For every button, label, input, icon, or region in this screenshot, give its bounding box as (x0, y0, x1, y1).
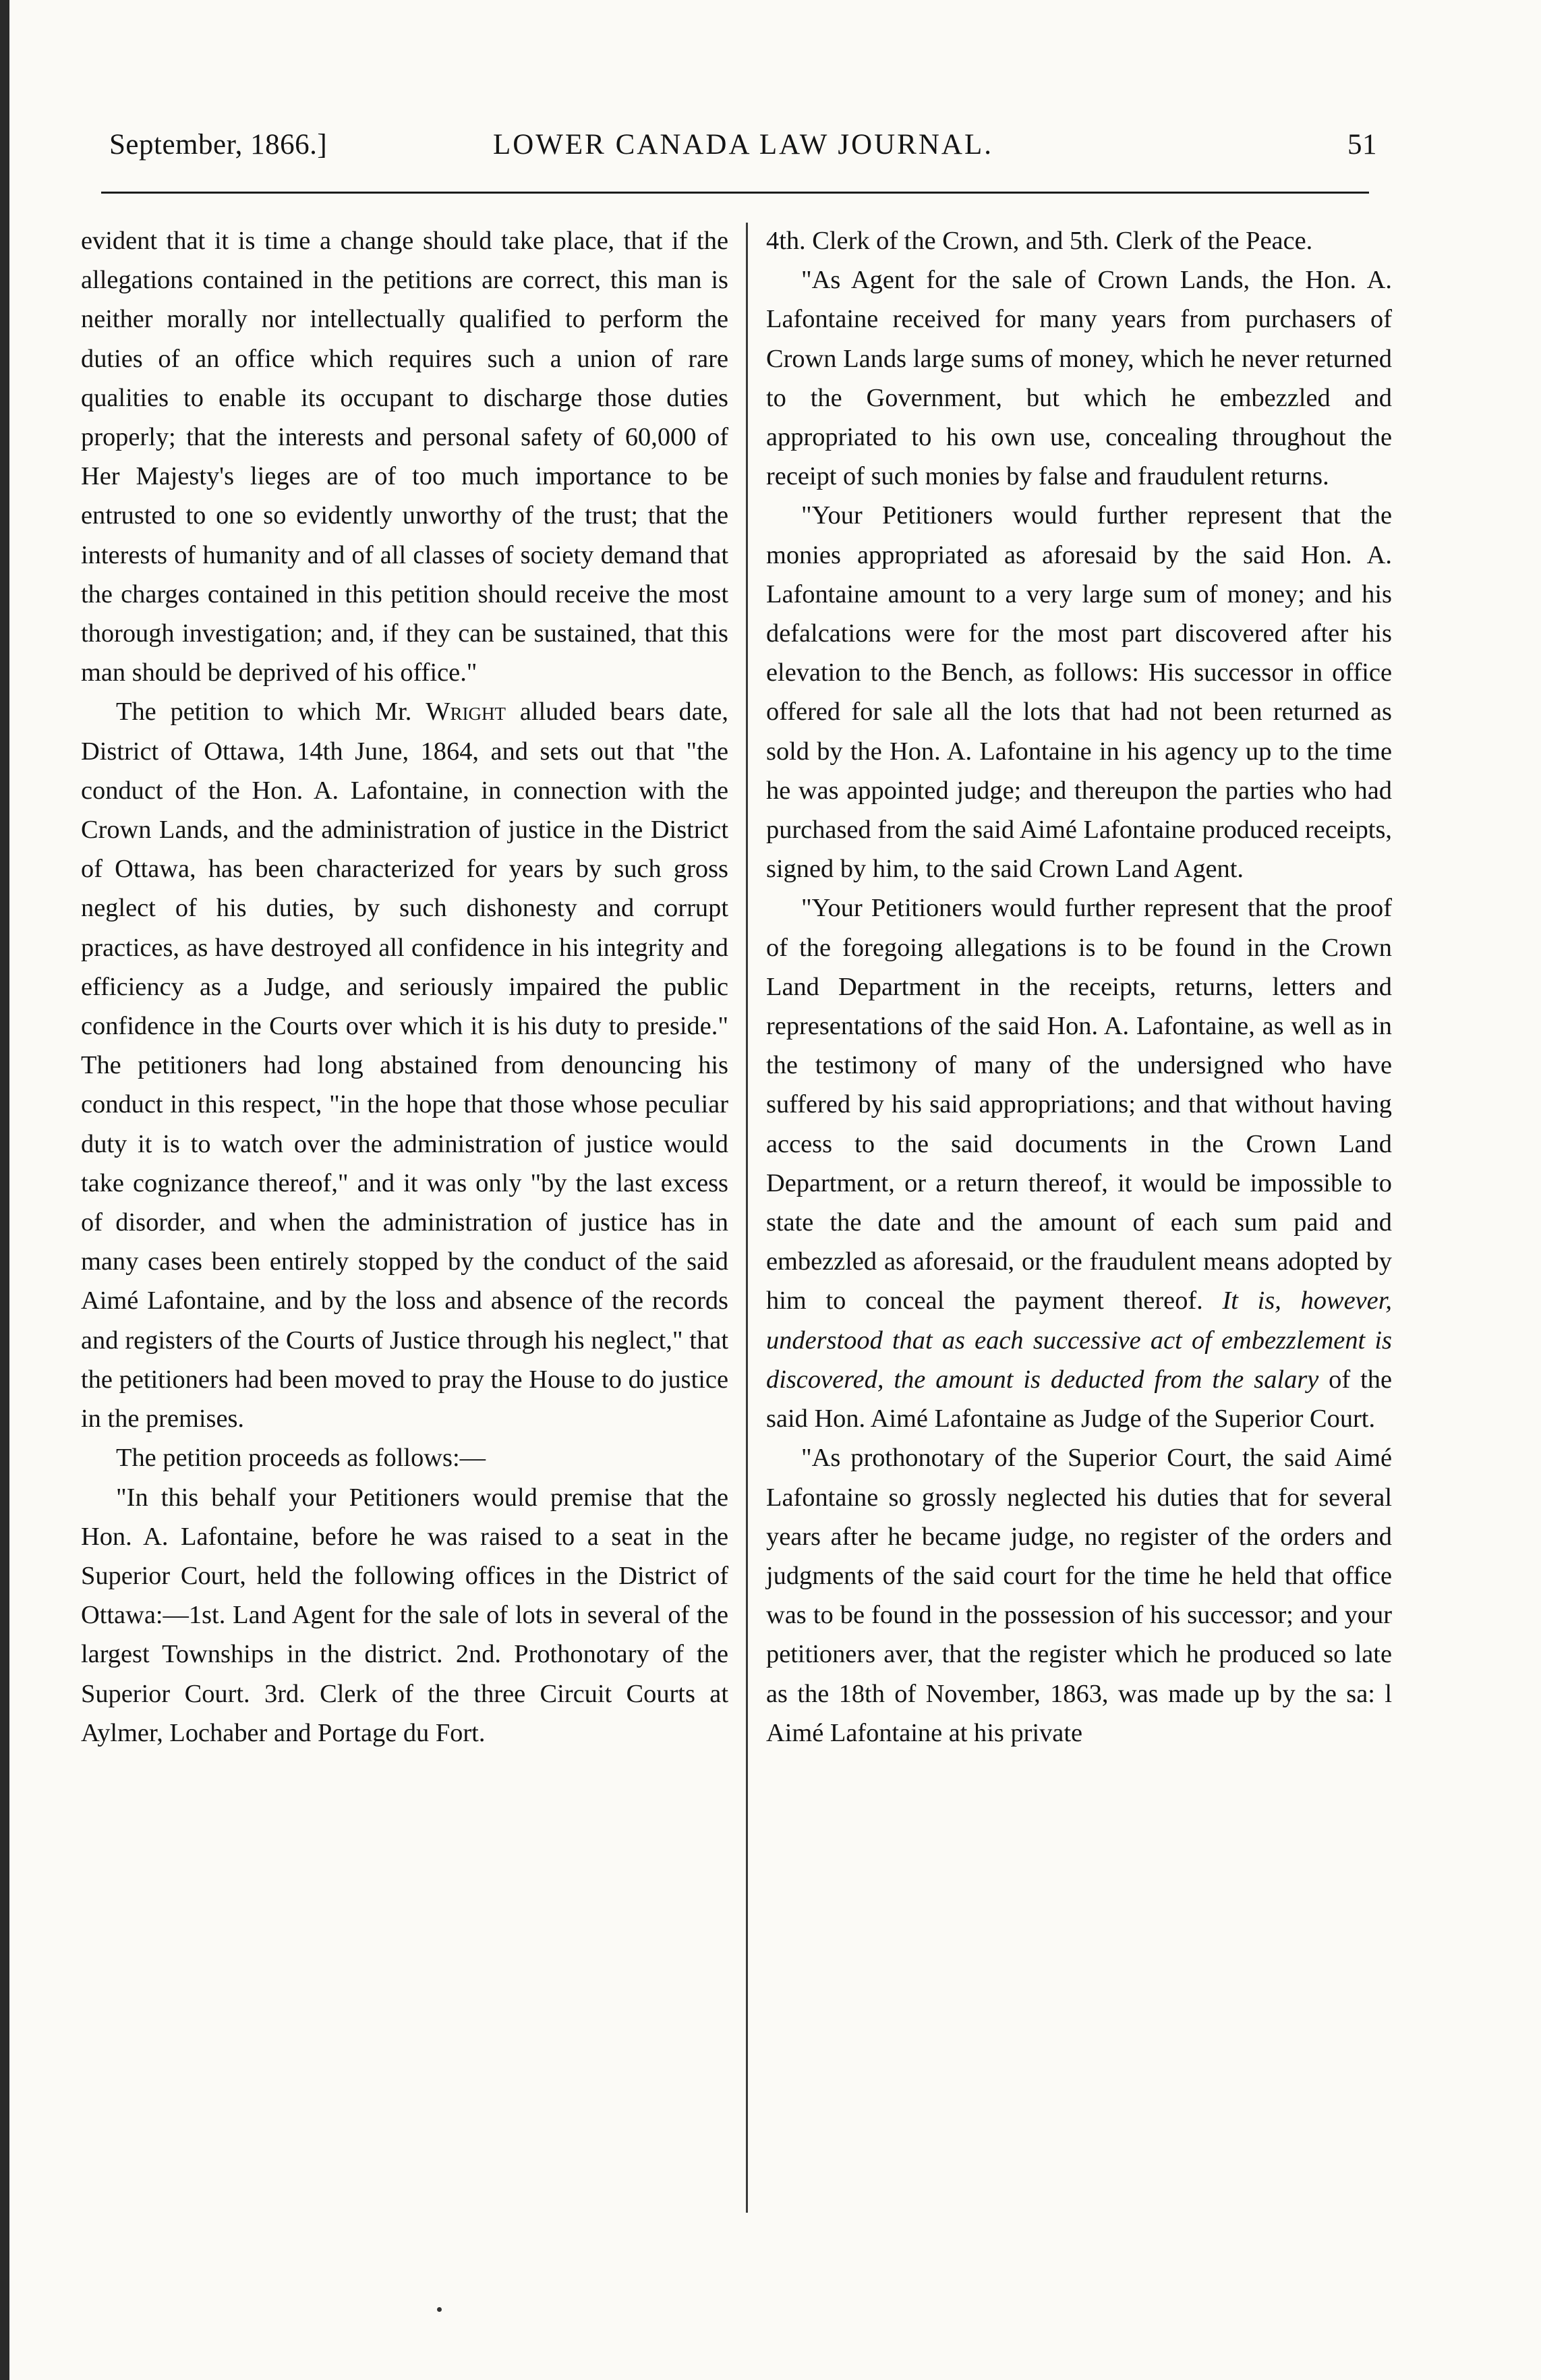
header-date: September, 1866.] (109, 129, 328, 161)
left-paragraph-2-start: The petition to which Mr. (116, 698, 426, 727)
running-header (109, 128, 1377, 175)
right-paragraph-1: 4th. Clerk of the Crown, and 5th. Clerk of the Peace. (766, 227, 1313, 255)
right-paragraph-2: "As Agent for the sale of Crown Lands, the Hon. A. Lafontaine received for many years from purchasers of Crown Lands large sums of money, which he never returned to the Government, but which he embezzled and appropriated to his own use, concealing throughout the receipt of such monies by false and fraudulent returns. (766, 266, 1392, 491)
right-paragraph-4 (766, 888, 1392, 1438)
right-column (766, 221, 1392, 1753)
left-paragraph-2 (81, 692, 728, 1438)
left-paragraph-1: evident that it is time a change should take place, that if the allegations contained in the petitions are correct, this man is neither morally nor intellectually qualified to perform the duties of an office which requires such a union of rare qualities to enable its occupant to discharge those duties properly; that the interests and personal safety of 60,000 of Her Majesty's lieges are of too much importance to be entrusted to one so evidently unworthy of the trust; that the interests of humanity and of all classes of society demand that the charges contained in this petition should receive the most thorough investigation; and, if they can be sustained, that this man should be deprived of his office." (81, 227, 728, 687)
left-paragraph-3: The petition proceeds as follows:— (116, 1444, 486, 1473)
left-column (81, 221, 728, 1753)
print-speck (437, 2307, 442, 2312)
right-paragraph-4-start: "Your Petitioners would further represent that the proof of the foregoing allegations is to be found in the Crown Land Department in the receipts, returns, letters and representations of the said Hon. A. Lafontaine, as well as in the testimony of many of the undersigned who have suffered by his said appropriations; and that without having access to the said documents in the Crown Land Department, or a return thereof, it would be impossible to state the date and the amount of each sum paid and embezzled as aforesaid, or the fraudulent means adopted by him to conceal the payment thereof. (766, 894, 1392, 1315)
header-rule (101, 192, 1369, 194)
left-paragraph-4: "In this behalf your Petitioners would premise that the Hon. A. Lafontaine, before he was raised to a seat in the Superior Court, held the following offices in the District of Ottawa:—1st. Land Agent for the sale of lots in several of the largest Townships in the district. 2nd. Prothonotary of the Superior Court. 3rd. Clerk of the three Circuit Courts at Aylmer, Lochaber and Portage du Fort. (81, 1483, 728, 1747)
right-paragraph-3: "Your Petitioners would further represent that the monies appropriated as aforesaid by the said Hon. A. Lafontaine amount to a very large sum of money; and his defalcations were for the most part discovered after his elevation to the Bench, as follows: His successor in office offered for sale all the lots that had not been returned as sold by the Hon. A. Lafontaine in his agency up to the time he was appointed judge; and thereupon the parties who had purchased from the said Aimé Lafontaine produced receipts, signed by him, to the said Crown Land Agent. (766, 501, 1392, 884)
italic-passage: It is, however, understood that as each successive act of embezzlement is discovered, the amount is deducted from the salary (766, 1286, 1392, 1394)
journal-title: LOWER CANADA LAW JOURNAL. (492, 129, 993, 161)
right-paragraph-4-end: of the said Hon. Aimé Lafontaine as Judge of the Superior Court. (766, 1365, 1393, 1434)
right-paragraph-5: "As prothonotary of the Superior Court, the said Aimé Lafontaine so grossly neglected his duties that for several years after he became judge, no register of the orders and judgments of the said court for the time he held that office was to be found in the possession of his successor; and your petitioners aver, that the register which he produced so late as the 18th of November, 1863, was made up by the sa: l Aimé Lafontaine at his private (766, 1444, 1392, 1747)
column-divider (746, 223, 748, 2213)
page-number: 51 (1347, 129, 1377, 161)
name-wright: Wright (426, 698, 506, 727)
page-binding-edge (0, 0, 9, 2380)
left-paragraph-2-rest: alluded bears date, District of Ottawa, 14th June, 1864, and sets out that "the conduct of the Hon. A. Lafontaine, in connection with the Crown Lands, and the administration of justice in the District of Ottawa, has been characterized for years by such gross neglect of his duties, by such dishonesty and corrupt practices, as have destroyed all confidence in his integrity and efficiency as a Judge, and seriously impaired the public confidence in the Courts over which it is his duty to preside." The petitioners had long abstained from denouncing his conduct in this respect, "in the hope that those whose peculiar duty it is to watch over the administration of justice would take cognizance thereof," and it was only "by the last excess of disorder, and when the administration of justice has in many cases been entirely stopped by the conduct of the said Aimé Lafontaine, and by the loss and absence of the records and registers of the Courts of Justice through his neglect," that the petitioners had been moved to pray the House to do justice in the premises. (81, 698, 729, 1434)
